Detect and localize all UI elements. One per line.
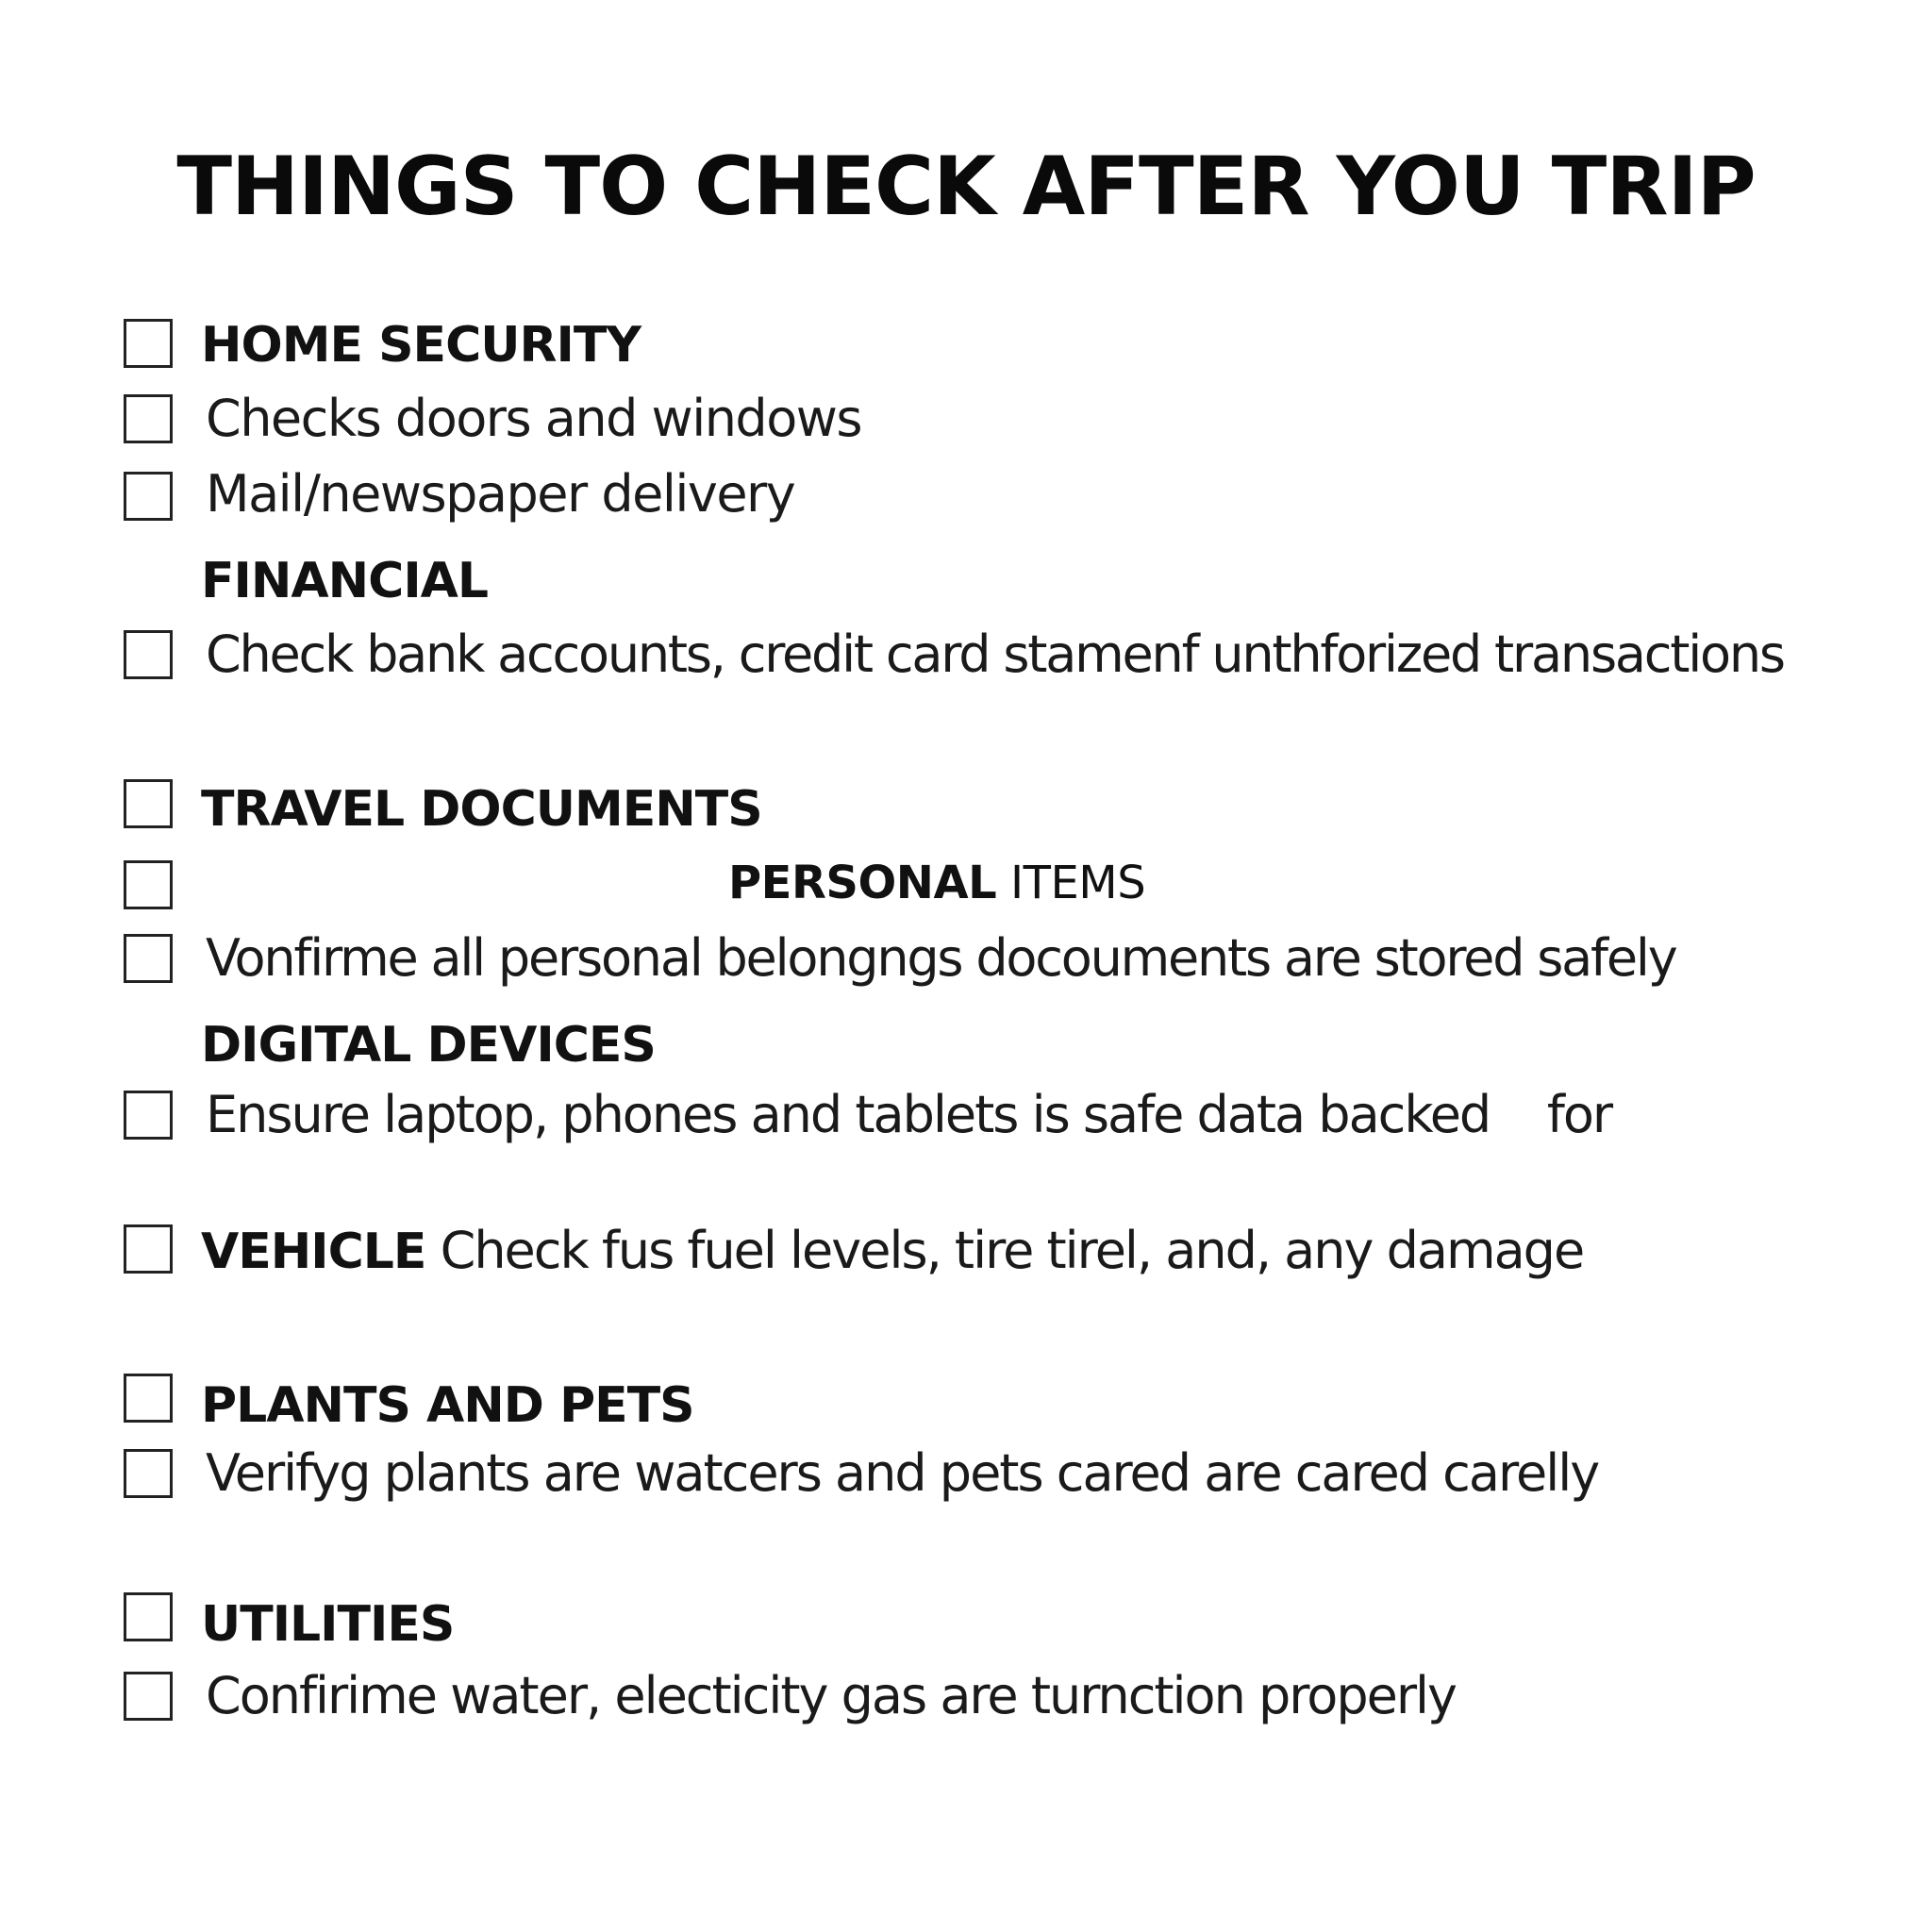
checklist-item-text xyxy=(201,1221,1583,1280)
section-heading: TRAVEL DOCUMENTS xyxy=(201,781,762,838)
checklist-row-vehicle xyxy=(0,1221,1932,1300)
section-heading: FINANCIAL xyxy=(201,553,489,609)
checklist-row-digital-devices xyxy=(0,1017,1932,1092)
checkbox[interactable] xyxy=(124,860,173,909)
checkbox[interactable] xyxy=(124,630,173,679)
checklist-row-mail xyxy=(0,464,1932,547)
checklist-row-utilities xyxy=(0,1592,1932,1668)
checklist-item-text: Verifyg plants are watcers and pets cared are cared carelly xyxy=(206,1443,1599,1503)
checkbox[interactable] xyxy=(124,1592,173,1641)
checkbox[interactable] xyxy=(124,394,173,443)
checklist-item-text: Checks doors and windows xyxy=(206,389,862,448)
checkbox[interactable] xyxy=(124,472,173,521)
section-heading xyxy=(728,857,1145,909)
checkbox[interactable] xyxy=(124,1224,173,1274)
checklist-row-personal-items xyxy=(0,857,1932,936)
checklist-item-text: Ensure laptop, phones and tablets is safe data backed for xyxy=(206,1085,1612,1144)
checkbox[interactable] xyxy=(124,1449,173,1498)
checklist-item-text: Mail/newspaper delivery xyxy=(206,464,795,524)
checklist-item-text: Check fus fuel levels, tire tirel, and, any damage xyxy=(425,1221,1584,1280)
checklist-row-travel-documents xyxy=(0,779,1932,855)
checkbox[interactable] xyxy=(124,319,173,368)
section-heading: DIGITAL DEVICES xyxy=(201,1017,656,1074)
checkbox[interactable] xyxy=(124,1672,173,1721)
checkbox[interactable] xyxy=(124,1091,173,1140)
section-heading: VEHICLE xyxy=(201,1224,426,1280)
section-heading-part: ITEMS xyxy=(996,857,1146,909)
checkbox[interactable] xyxy=(124,779,173,828)
section-heading-part: PERSONAL xyxy=(728,857,997,909)
checklist-row-confirm-personal xyxy=(0,928,1932,1009)
checklist-item-text: Confirime water, electicity gas are turnction properly xyxy=(206,1666,1456,1725)
checklist-row-plants-pets xyxy=(0,1374,1932,1449)
checkbox[interactable] xyxy=(124,1374,173,1423)
checklist-row-doors-windows xyxy=(0,389,1932,470)
checkbox[interactable] xyxy=(124,934,173,983)
section-heading: PLANTS AND PETS xyxy=(201,1377,694,1434)
section-heading: HOME SECURITY xyxy=(201,317,641,374)
checklist-row-ensure-laptop xyxy=(0,1085,1932,1166)
section-heading: UTILITIES xyxy=(201,1596,455,1653)
checklist-item-text: Check bank accounts, credit card stamenf unthforized transactions xyxy=(206,625,1784,684)
checklist-item-text: Vonfirme all personal belongngs docouments are stored safely xyxy=(206,928,1676,988)
checklist-row-verify-plants xyxy=(0,1443,1932,1524)
checklist-row-financial xyxy=(0,555,1932,630)
page-title: THINGS TO CHECK AFTER YOU TRIP xyxy=(176,140,1756,234)
checklist-row-home-security xyxy=(0,319,1932,394)
checklist-row-bank xyxy=(0,625,1932,706)
checklist-row-confirm-utilities xyxy=(0,1666,1932,1747)
